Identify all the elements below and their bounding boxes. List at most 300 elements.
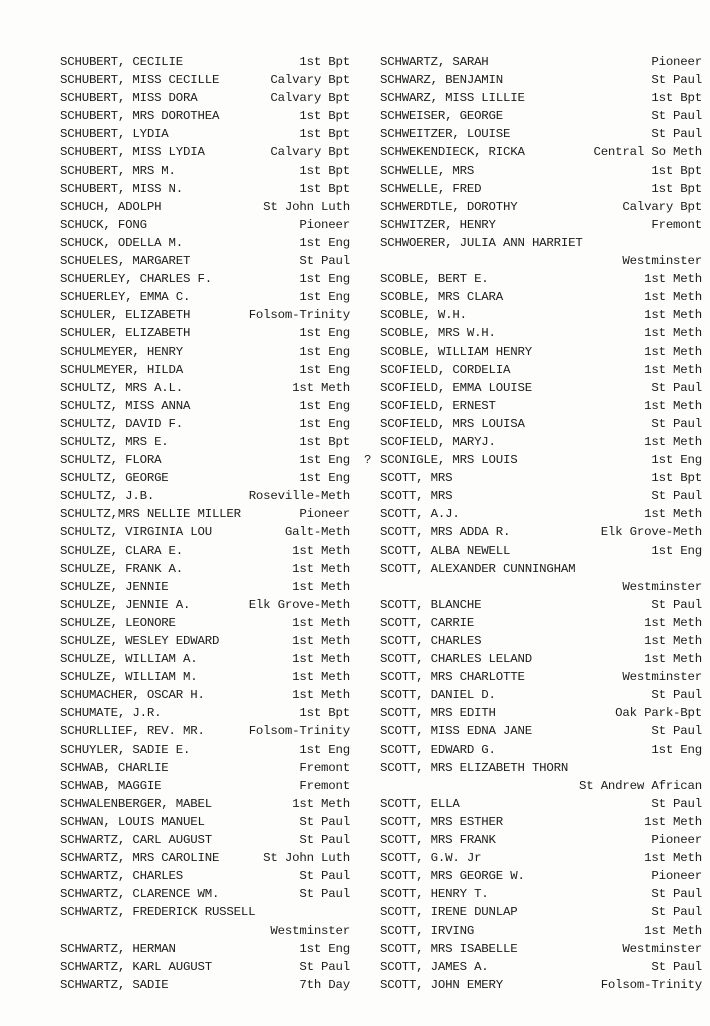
entry-name: SCHUBERT, MISS N. [60, 181, 184, 196]
entry-name: SCHWARZ, BENJAMIN [380, 73, 504, 88]
entry-spacer [147, 216, 300, 234]
entry-church: Pioneer [299, 507, 350, 522]
entry-spacer [219, 71, 270, 89]
directory-entry [60, 903, 350, 939]
directory-entry [60, 849, 350, 867]
entry-church: Fremont [299, 778, 350, 793]
right-column [364, 53, 702, 994]
entry-spacer [496, 433, 644, 451]
directory-entry [380, 71, 702, 89]
entry-spacer [169, 125, 300, 143]
entry-name: SCHWOERER, JULIA ANN HARRIET [380, 235, 583, 250]
entry-name: SCOBLE, BERT E. [380, 272, 489, 287]
directory-entry [60, 361, 350, 379]
entry-name: SCHULTZ, VIRGINIA LOU [60, 525, 212, 540]
entry-spacer [169, 469, 300, 487]
entry-church: St Paul [651, 73, 702, 88]
entry-spacer [183, 234, 299, 252]
entry-spacer [525, 89, 652, 107]
entry-church: 7th Day [299, 977, 350, 992]
directory-entry [380, 614, 702, 632]
entry-spacer [496, 741, 652, 759]
entry-name: SCHWERDTLE, DOROTHY [380, 199, 518, 214]
entry-church: 1st Eng [299, 344, 350, 359]
directory-entry [380, 89, 702, 107]
entry-spacer [474, 922, 644, 940]
directory-entry [60, 741, 350, 759]
entry-spacer [205, 722, 249, 740]
entry-church: St Paul [299, 869, 350, 884]
entry-church: St Paul [651, 380, 702, 395]
directory-entry [60, 668, 350, 686]
entry-name: SCHULER, ELIZABETH [60, 308, 191, 323]
entry-spacer [532, 650, 644, 668]
entry-spacer [176, 614, 292, 632]
directory-entry [380, 343, 702, 361]
entry-spacer [183, 560, 292, 578]
entry-spacer [510, 361, 644, 379]
entry-church: Folsom-Trinity [248, 308, 350, 323]
entry-name: SCOFIELD, EMMA LOUISE [380, 380, 532, 395]
entry-name: SCOTT, MRS CHARLOTTE [380, 670, 525, 685]
entry-name: SCOTT, ELLA [380, 796, 460, 811]
directory-entry [60, 451, 350, 469]
entry-church: Pioneer [651, 55, 702, 69]
entry-church: Westminster [622, 941, 702, 956]
entry-name: SCHWARTZ, CARL AUGUST [60, 833, 212, 848]
entry-name: SCHULTZ, GEORGE [60, 471, 169, 486]
directory-entry [60, 143, 350, 161]
entry-name: SCOTT, MRS ELIZABETH THORN [380, 760, 569, 775]
entry-church: St Paul [299, 959, 350, 974]
entry-church: 1st Meth [292, 796, 350, 811]
entry-name: SCOBLE, WILLIAM HENRY [380, 344, 532, 359]
directory-entry [60, 614, 350, 632]
entry-spacer [503, 976, 601, 994]
entry-spacer [219, 107, 299, 125]
directory-entry [380, 397, 702, 415]
entry-name: SCHULTZ, DAVID F. [60, 416, 184, 431]
directory-entry [60, 578, 350, 596]
entry-spacer [517, 198, 622, 216]
entry-spacer [212, 270, 299, 288]
entry-name: SCHWARTZ, HERMAN [60, 941, 176, 956]
entry-church: St Paul [299, 814, 350, 829]
entry-spacer [510, 125, 651, 143]
directory-entry [380, 668, 702, 686]
entry-name: SCHWARTZ, CLARENCE WM. [60, 887, 220, 902]
entry-name: SCHULTZ, MRS A.L. [60, 380, 184, 395]
entry-spacer [169, 578, 293, 596]
entry-name: SCOTT, MRS GEORGE W. [380, 869, 525, 884]
entry-church: St John Luth [263, 851, 350, 866]
entry-church: Westminster [622, 579, 702, 594]
entry-spacer [190, 306, 248, 324]
directory-entry [60, 885, 350, 903]
entry-name: SCHULMEYER, HENRY [60, 344, 184, 359]
entry-spacer [197, 650, 292, 668]
entry-church: Pioneer [651, 833, 702, 848]
entry-name: SCOTT, MRS ADDA R. [380, 525, 511, 540]
directory-entry [60, 433, 350, 451]
directory-entry [60, 632, 350, 650]
directory-entry [364, 451, 702, 469]
entry-name: SCOTT, EDWARD G. [380, 742, 496, 757]
entry-name: SCOTT, ALEXANDER CUNNINGHAM [380, 561, 576, 576]
entry-church: St Paul [651, 489, 702, 504]
directory-entry [380, 560, 702, 596]
directory-entry [380, 903, 702, 921]
entry-spacer [496, 397, 644, 415]
entry-church: 1st Meth [292, 688, 350, 703]
entry-church: 1st Eng [299, 235, 350, 250]
entry-church: Galt-Meth [284, 525, 350, 540]
entry-spacer [496, 686, 652, 704]
entry-spacer [183, 542, 292, 560]
entry-name: SCHUMACHER, OSCAR H. [60, 688, 205, 703]
entry-spacer [532, 722, 651, 740]
directory-entry [60, 397, 350, 415]
entry-name: SCHUERLEY, CHARLES F. [60, 272, 212, 287]
entry-spacer [489, 53, 652, 71]
entry-spacer [452, 469, 651, 487]
entry-name: SCHULZE, FRANK A. [60, 561, 184, 576]
entry-church: 1st Meth [644, 398, 702, 413]
entry-church: St Paul [651, 724, 702, 739]
entry-name: SCHURLLIEF, REV. MR. [60, 724, 205, 739]
entry-name: SCHWAB, MAGGIE [60, 778, 162, 793]
entry-church: 1st Eng [299, 453, 350, 468]
directory-entry [60, 89, 350, 107]
entry-name: SCOTT, CHARLES LELAND [380, 652, 532, 667]
entry-spacer [241, 505, 299, 523]
entry-spacer [489, 885, 652, 903]
entry-church: 1st Bpt [299, 163, 350, 178]
entry-name: SCHULZE, LEONORE [60, 615, 176, 630]
entry-spacer [219, 632, 292, 650]
entry-spacer [176, 940, 300, 958]
entry-name: SCHULZE, JENNIE A. [60, 597, 191, 612]
entry-church: 1st Bpt [299, 181, 350, 196]
entry-name: SCHWARTZ, CHARLES [60, 869, 184, 884]
entry-name: SCHUCH, ADOLPH [60, 199, 162, 214]
directory-entry [60, 777, 350, 795]
entry-church: 1st Meth [292, 579, 350, 594]
entry-church: 1st Meth [644, 615, 702, 630]
entry-name: SCHULMEYER, HILDA [60, 362, 184, 377]
entry-name: SCHWARZ, MISS LILLIE [380, 91, 525, 106]
entry-name: SCHWELLE, FRED [380, 181, 482, 196]
entry-church: St Paul [651, 597, 702, 612]
directory-entry [60, 198, 350, 216]
entry-church: Oak Park-Bpt [615, 706, 702, 721]
entry-name: SCHWAB, CHARLIE [60, 760, 169, 775]
directory-entry [60, 53, 350, 71]
directory-entry [60, 596, 350, 614]
entry-church: St Paul [651, 959, 702, 974]
directory-entry [60, 505, 350, 523]
entry-name: SCONIGLE, MRS LOUIS [380, 453, 518, 468]
directory-entry [60, 487, 350, 505]
entry-name: SCHULZE, WILLIAM M. [60, 670, 198, 685]
entry-name: SCOTT, MISS EDNA JANE [380, 724, 532, 739]
directory-entry [60, 270, 350, 288]
entry-name: SCHULER, ELIZABETH [60, 326, 191, 341]
entry-name: SCHUCK, FONG [60, 217, 147, 232]
entry-name: SCHULTZ, FLORA [60, 453, 162, 468]
entry-church: St Paul [651, 887, 702, 902]
entry-spacer [517, 940, 622, 958]
directory-entry [380, 759, 702, 795]
entry-church: 1st Meth [644, 923, 702, 938]
entry-spacer [161, 777, 299, 795]
directory-entry [380, 885, 702, 903]
entry-name: SCHUERLEY, EMMA C. [60, 290, 191, 305]
entry-spacer [190, 252, 299, 270]
entry-church: 1st Bpt [651, 471, 702, 486]
entry-church: 1st Meth [644, 272, 702, 287]
directory-entry [60, 523, 350, 541]
entry-church: 1st Bpt [651, 91, 702, 106]
entry-spacer [525, 415, 652, 433]
directory-entry [60, 162, 350, 180]
directory-entry [380, 361, 702, 379]
directory-entry [380, 379, 702, 397]
directory-entry [380, 650, 702, 668]
entry-church: 1st Eng [299, 742, 350, 757]
directory-entry [380, 813, 702, 831]
entry-spacer [481, 596, 651, 614]
entry-spacer [517, 903, 651, 921]
entry-church: St Paul [299, 254, 350, 269]
entry-spacer [205, 686, 292, 704]
entry-name: SCOBLE, MRS W.H. [380, 326, 496, 341]
directory-entry [380, 433, 702, 451]
directory-entry [380, 53, 702, 71]
entry-church: 1st Meth [292, 561, 350, 576]
entry-name: SCHWAN, LOUIS MANUEL [60, 814, 205, 829]
entry-church: 1st Bpt [651, 181, 702, 196]
directory-entry [60, 686, 350, 704]
directory-entry [380, 704, 702, 722]
entry-church: 1st Bpt [299, 706, 350, 721]
entry-name: SCHWARTZ, KARL AUGUST [60, 959, 212, 974]
entry-spacer [190, 397, 299, 415]
entry-name: SCOTT, MRS EDITH [380, 706, 496, 721]
entry-name: SCHUBERT, LYDIA [60, 127, 169, 142]
entry-church: 1st Eng [299, 326, 350, 341]
entry-spacer [532, 343, 644, 361]
entry-spacer [219, 849, 263, 867]
directory-entry [380, 795, 702, 813]
directory-entry [380, 958, 702, 976]
entry-spacer [489, 270, 645, 288]
directory-entry [380, 632, 702, 650]
entry-church: St Paul [651, 109, 702, 124]
entry-spacer [183, 180, 299, 198]
entry-church: 1st Eng [299, 362, 350, 377]
entry-name: SCOTT, IRENE DUNLAP [380, 905, 518, 920]
entry-name: SCOTT, CHARLES [380, 634, 482, 648]
directory-entry [60, 759, 350, 777]
directory-entry [380, 976, 702, 994]
entry-name: SCOFIELD, MARYJ. [380, 434, 496, 449]
directory-entry [380, 125, 702, 143]
entry-church: 1st Eng [299, 416, 350, 431]
directory-entry [380, 940, 702, 958]
directory-entry [380, 162, 702, 180]
entry-church: 1st Bpt [299, 127, 350, 142]
entry-name: SCHWALENBERGER, MABEL [60, 796, 212, 811]
entry-church: 1st Meth [644, 326, 702, 341]
directory-entry [60, 343, 350, 361]
directory-entry [380, 741, 702, 759]
directory-entry [60, 71, 350, 89]
entry-church: Pioneer [651, 869, 702, 884]
entry-spacer [197, 668, 292, 686]
entry-church: Folsom-Trinity [248, 724, 350, 739]
entry-spacer [169, 976, 300, 994]
entry-church: 1st Meth [644, 507, 702, 522]
entry-name: SCHWARTZ, SARAH [380, 55, 489, 69]
entry-spacer [169, 759, 300, 777]
entry-church: 1st Meth [644, 814, 702, 829]
entry-spacer [183, 867, 299, 885]
entry-church: 1st Eng [299, 272, 350, 287]
entry-spacer [183, 53, 299, 71]
entry-church: 1st Meth [644, 851, 702, 866]
directory-entry [60, 306, 350, 324]
entry-church: 1st Eng [651, 543, 702, 558]
entry-church: 1st Meth [644, 308, 702, 323]
entry-name: SCOTT, MRS [380, 471, 453, 486]
entry-name: SCHULTZ, J.B. [60, 489, 155, 504]
entry-spacer [481, 632, 644, 650]
entry-spacer [460, 505, 645, 523]
entry-church: 1st Meth [292, 543, 350, 558]
directory-entry [60, 976, 350, 994]
entry-name: SCOFIELD, MRS LOUISA [380, 416, 525, 431]
entry-name: SCHWARTZ, FREDERICK RUSSELL [60, 905, 256, 920]
entry-spacer [525, 867, 652, 885]
entry-church: 1st Meth [644, 634, 702, 648]
entry-spacer [503, 107, 651, 125]
entry-spacer [161, 704, 299, 722]
entry-name: SCHUBERT, MISS LYDIA [60, 145, 205, 160]
entry-spacer [190, 741, 299, 759]
entry-church: St John Luth [263, 199, 350, 214]
directory-entry [380, 180, 702, 198]
entry-church: St Paul [651, 127, 702, 142]
entry-church: 1st Eng [651, 742, 702, 757]
entry-church: St Paul [299, 887, 350, 902]
entry-name: SCOTT, BLANCHE [380, 597, 482, 612]
entry-spacer [161, 198, 263, 216]
directory-entry [60, 940, 350, 958]
directory-entry [380, 867, 702, 885]
entry-church: St Paul [651, 416, 702, 431]
entry-church: Roseville-Meth [248, 489, 350, 504]
entry-spacer [460, 795, 652, 813]
entry-spacer [212, 958, 299, 976]
entry-spacer [183, 361, 299, 379]
entry-church: Elk Grove-Meth [248, 597, 350, 612]
entry-name: SCHUBERT, MRS M. [60, 163, 176, 178]
entry-spacer [169, 433, 300, 451]
directory-entry [380, 234, 702, 270]
entry-name: SCHUCK, ODELLA M. [60, 235, 184, 250]
entry-name: SCHULZE, WILLIAM A. [60, 652, 198, 667]
directory-entry [60, 180, 350, 198]
directory-entry [380, 198, 702, 216]
entry-church: 1st Bpt [299, 434, 350, 449]
entry-name: SCOTT, DANIEL D. [380, 688, 496, 703]
entry-church: 1st Meth [644, 652, 702, 667]
directory-entry [380, 469, 702, 487]
directory-entry [380, 831, 702, 849]
entry-name: SCOTT, MRS ESTHER [380, 814, 504, 829]
entry-church: 1st Meth [292, 634, 350, 648]
entry-spacer [503, 813, 644, 831]
entry-church: 1st Bpt [299, 109, 350, 124]
entry-spacer [481, 180, 651, 198]
entry-name: SCHULTZ,MRS NELLIE MILLER [60, 507, 241, 522]
entry-name: SCHUELES, MARGARET [60, 254, 191, 269]
directory-entry [380, 542, 702, 560]
entry-church: Elk Grove-Meth [600, 525, 702, 540]
entry-name: SCOFIELD, ERNEST [380, 398, 496, 413]
entry-spacer [205, 143, 271, 161]
directory-entry [60, 560, 350, 578]
entry-church: Calvary Bpt [270, 145, 350, 160]
entry-spacer [510, 523, 600, 541]
entry-name: SCHWARTZ, MRS CAROLINE [60, 851, 220, 866]
entry-name: SCOTT, ALBA NEWELL [380, 543, 511, 558]
entry-church: 1st Bpt [299, 55, 350, 69]
directory-entry [60, 379, 350, 397]
entry-name: SCOBLE, MRS CLARA [380, 290, 504, 305]
entry-church: 1st Meth [292, 380, 350, 395]
entry-church: Fremont [651, 217, 702, 232]
directory-entry [60, 542, 350, 560]
entry-name: SCHWEISER, GEORGE [380, 109, 504, 124]
entry-name: SCHUYLER, SADIE E. [60, 742, 191, 757]
entry-church: 1st Meth [292, 670, 350, 685]
entry-church: 1st Eng [299, 941, 350, 956]
entry-spacer [212, 831, 299, 849]
entry-church: Westminster [622, 254, 702, 269]
directory-entry [380, 922, 702, 940]
entry-name: SCOBLE, W.H. [380, 308, 467, 323]
directory-entry [60, 867, 350, 885]
entry-church: St Andrew African [578, 778, 702, 793]
entry-church: Calvary Bpt [622, 199, 702, 214]
entry-name: SCOTT, MRS FRANK [380, 833, 496, 848]
entry-church: Pioneer [299, 217, 350, 232]
entry-spacer [525, 668, 623, 686]
entry-spacer [481, 849, 644, 867]
entry-spacer [205, 813, 300, 831]
entry-spacer [176, 162, 300, 180]
entry-spacer [452, 487, 651, 505]
entry-spacer [510, 542, 651, 560]
entry-church: 1st Meth [644, 290, 702, 305]
entry-church: 1st Meth [292, 652, 350, 667]
entry-name: SCHULZE, CLARA E. [60, 543, 184, 558]
entry-church: Westminster [270, 923, 350, 938]
entry-name: SCOTT, A.J. [380, 507, 460, 522]
entry-church: 1st Meth [644, 434, 702, 449]
